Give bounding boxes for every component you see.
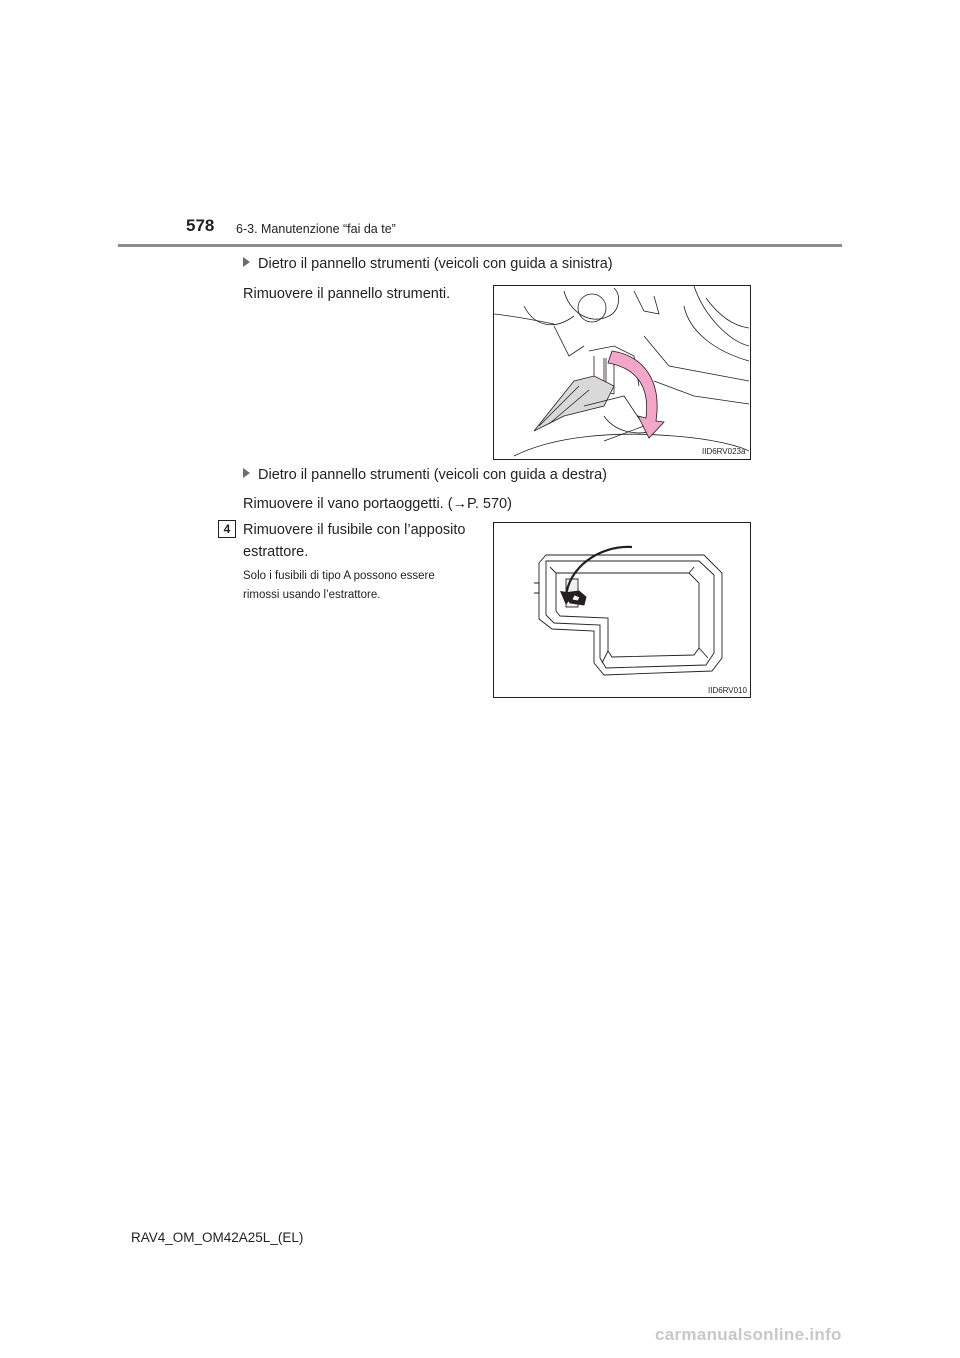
- step4-note: [243, 567, 435, 605]
- instrument-panel-illustration: [494, 286, 750, 459]
- bullet-right-hand-drive: [243, 467, 607, 483]
- figure-fuse-box: [493, 522, 751, 698]
- figure-code: IID6RV023a: [702, 447, 746, 456]
- step4-instruction: [243, 520, 465, 562]
- figure-code: IID6RV010: [708, 686, 747, 695]
- watermark: carmanualsonline.info: [655, 1325, 842, 1344]
- page-number: 578: [186, 216, 215, 235]
- header-rule: [118, 244, 842, 247]
- triangle-bullet-icon: [243, 468, 250, 478]
- fuse-box-illustration: [494, 523, 750, 697]
- bullet-left-hand-drive: [243, 256, 613, 272]
- step4-note-line2: rimossi usando l’estrattore.: [243, 589, 381, 601]
- bullet-text: Dietro il pannello strumenti (veicoli con guida a destra): [258, 467, 607, 483]
- rotation-arrow: [608, 351, 664, 438]
- step4-note-line1: Solo i fusibili di tipo A possono essere: [243, 570, 435, 582]
- bullet-text: Dietro il pannello strumenti (veicoli con guida a sinistra): [258, 256, 613, 272]
- instruction-remove-glovebox: Rimuovere il vano portaoggetti. (→P. 570): [243, 496, 512, 512]
- step4-instruction-line2: estrattore.: [243, 544, 309, 560]
- step4-instruction-line1: Rimuovere il fusibile con l’apposito: [243, 522, 466, 538]
- section-title: 6-3. Manutenzione “fai da te”: [236, 222, 396, 236]
- instruction-remove-panel: Rimuovere il pannello strumenti.: [243, 286, 451, 302]
- step-number-badge: 4: [218, 520, 236, 538]
- document-code: RAV4_OM_OM42A25L_(EL): [131, 1230, 304, 1245]
- triangle-bullet-icon: [243, 257, 250, 267]
- figure-instrument-panel: [493, 285, 751, 460]
